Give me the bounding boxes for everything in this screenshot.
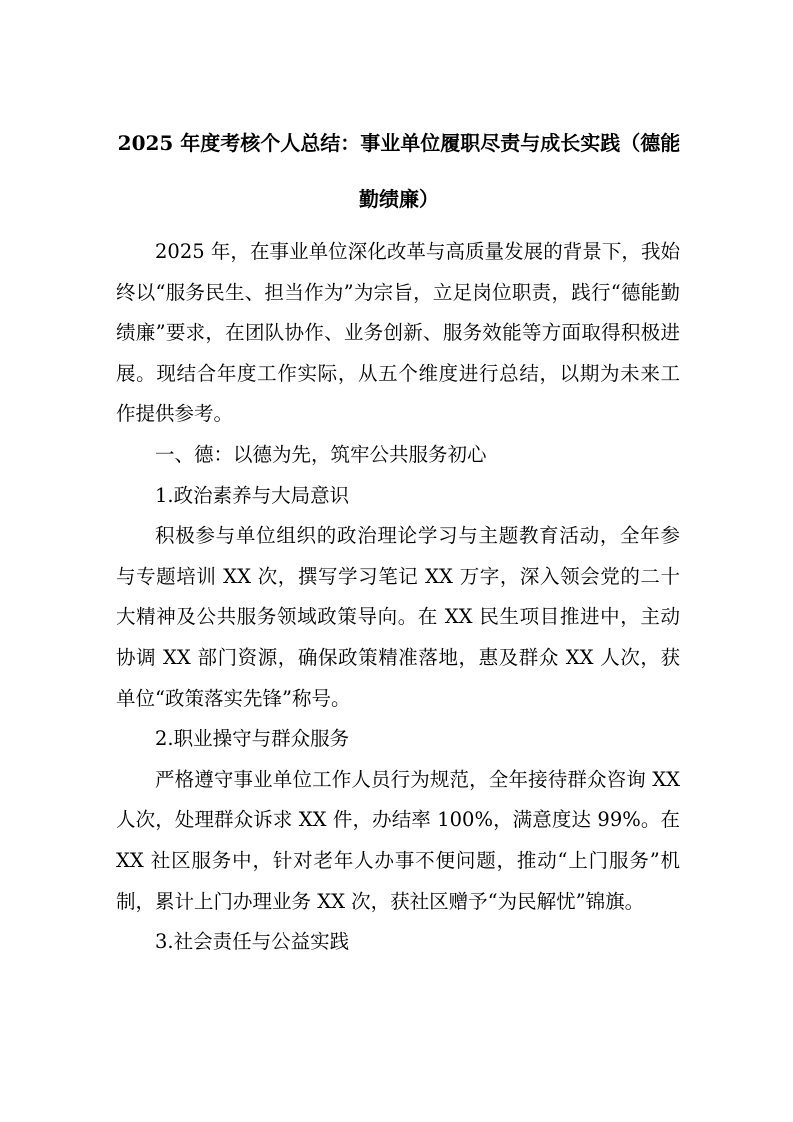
document-title: 2025 年度考核个人总结：事业单位履职尽责与成长实践（德能勤绩廉） [117, 131, 681, 211]
subheading-political-literacy: 1.政治素养与大局意识 [155, 483, 350, 507]
paragraph-professional-ethics: 严格遵守事业单位工作人员行为规范，全年接待群众咨询 XX 人次，处理群众诉求 XX 件，办结率 100%，满意度达 99%。在 XX 社区服务中，针对老年人办事不便问题，推动“上门服务”机制，累计上门办理业务 XX 次，获社区赠予“为民解忧”锦旗。 [116, 767, 680, 913]
section-heading-de: 一、德：以德为先，筑牢公共服务初心 [155, 442, 487, 466]
subheading-social-responsibility: 3.社会责任与公益实践 [155, 930, 350, 954]
paragraph-political-literacy: 积极参与单位组织的政治理论学习与主题教育活动，全年参与专题培训 XX 次，撰写学习笔记 XX 万字，深入领会党的二十大精神及公共服务领域政策导向。在 XX 民生项目推进中，主动协调 XX 部门资源，确保政策精准落地，惠及群众 XX 人次，获单位“政策落实先锋”称号。 [116, 524, 680, 710]
document-body [116, 232, 680, 963]
intro-paragraph: 2025 年，在事业单位深化改革与高质量发展的背景下，我始终以“服务民生、担当作为”为宗旨，立足岗位职责，践行“德能勤绩廉”要求，在团队协作、业务创新、服务效能等方面取得积极进展。现结合年度工作实际，从五个维度进行总结，以期为未来工作提供参考。 [116, 240, 680, 426]
subheading-professional-ethics: 2.职业操守与群众服务 [155, 727, 350, 751]
